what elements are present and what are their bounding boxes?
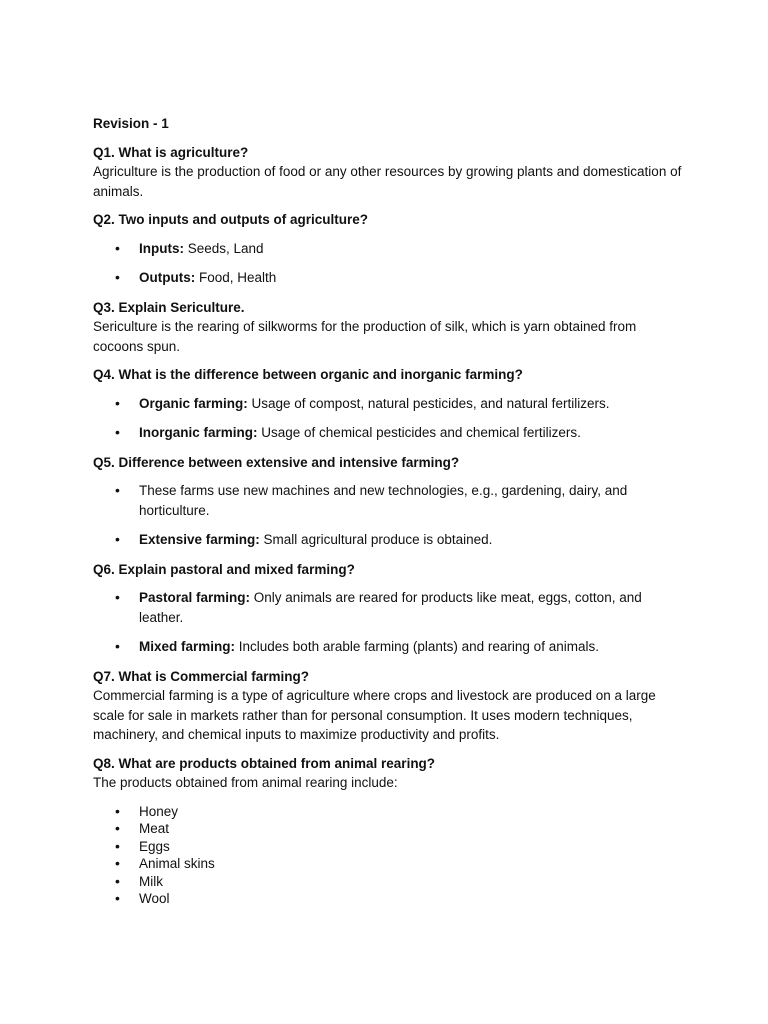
qa-section-6	[93, 560, 688, 657]
question-heading: Q8. What are products obtained from animal rearing?	[93, 755, 436, 771]
list-item: • Honey	[93, 803, 688, 821]
bullet-text: These farms use new machines and new technologies, e.g., gardening, dairy, and horticulture.	[139, 483, 628, 518]
bullet-term: Mixed farming:	[139, 639, 236, 654]
bullet-list	[93, 394, 688, 443]
bullet-term: Outputs:	[139, 270, 196, 285]
qa-section-5	[93, 453, 688, 550]
answer-text: The products obtained from animal rearing include:	[93, 775, 398, 790]
bullet-item	[93, 637, 688, 657]
question-heading: Q1. What is agriculture?	[93, 144, 249, 160]
sections-container	[93, 143, 688, 908]
bullet-text: Food, Health	[195, 270, 277, 285]
bullet-item	[93, 423, 688, 443]
answer-text: Sericulture is the rearing of silkworms for the production of silk, which is yarn obtained from cocoons spun.	[93, 319, 637, 354]
list-item: • Meat	[93, 820, 688, 838]
bullet-text: Small agricultural produce is obtained.	[259, 532, 493, 547]
question-heading: Q2. Two inputs and outputs of agriculture?	[93, 212, 368, 227]
qa-section-8	[93, 754, 688, 908]
bullet-text: Usage of compost, natural pesticides, and natural fertilizers.	[247, 395, 610, 411]
bullet-item	[93, 268, 688, 288]
bullet-list	[93, 481, 688, 550]
bullet-term: Inorganic farming:	[139, 425, 258, 440]
question-heading: Q4. What is the difference between organic and inorganic farming?	[93, 367, 523, 382]
bullet-item	[93, 481, 688, 520]
question-heading: Q6. Explain pastoral and mixed farming?	[93, 561, 355, 577]
question-heading: Q3. Explain Sericulture.	[93, 299, 245, 315]
bullet-list	[93, 588, 688, 657]
bullet-text: Only animals are reared for products like meat, eggs, cotton, and leather.	[139, 590, 642, 625]
bullet-text: Seeds, Land	[184, 240, 264, 256]
qa-section-2	[93, 210, 688, 288]
bullet-term: Inputs:	[139, 240, 184, 256]
bullet-list	[93, 239, 688, 288]
qa-section-4	[93, 365, 688, 443]
bullet-item	[93, 588, 688, 627]
list-item: • Wool	[93, 890, 688, 908]
list-item: • Animal skins	[93, 855, 688, 873]
product-list	[93, 803, 688, 908]
list-item: • Milk	[93, 873, 688, 891]
question-heading: Q5. Difference between extensive and intensive farming?	[93, 454, 460, 470]
document-title: Revision - 1	[93, 116, 169, 131]
bullet-term: Organic farming:	[139, 395, 248, 411]
qa-section-1	[93, 143, 688, 202]
bullet-item	[93, 239, 688, 259]
list-item: • Eggs	[93, 838, 688, 856]
bullet-term: Pastoral farming:	[139, 590, 251, 605]
question-heading: Q7. What is Commercial farming?	[93, 668, 310, 684]
answer-text: Commercial farming is a type of agriculture where crops and livestock are produced on a large scale for sale in markets rather than for personal consumption. It uses modern techniques, machinery, and chemical inputs to maximize productivity and profits.	[93, 688, 656, 742]
bullet-text: Includes both arable farming (plants) and rearing of animals.	[235, 639, 599, 654]
bullet-item	[93, 530, 688, 550]
qa-section-3	[93, 298, 688, 357]
qa-section-7	[93, 667, 688, 745]
bullet-term: Extensive farming:	[139, 532, 260, 547]
answer-text: Agriculture is the production of food or any other resources by growing plants and domestication of animals.	[93, 164, 682, 199]
bullet-text: Usage of chemical pesticides and chemical fertilizers.	[257, 425, 581, 440]
bullet-item	[93, 394, 688, 414]
